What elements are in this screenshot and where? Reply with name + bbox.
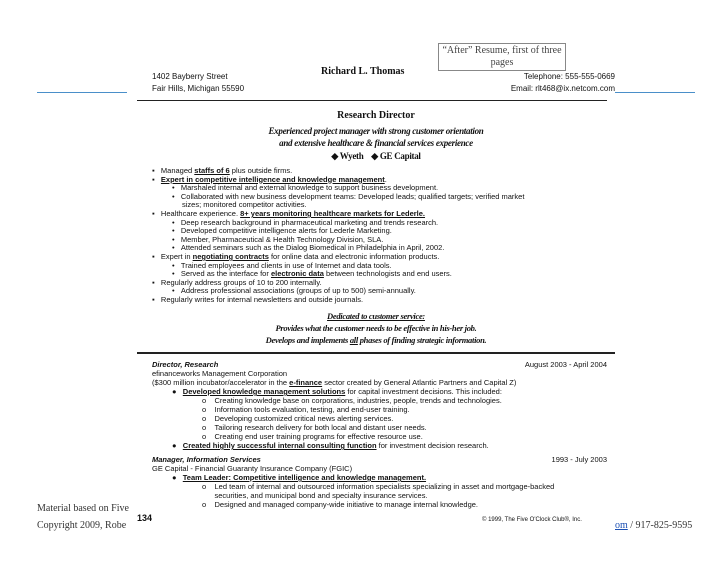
company-1: Wyeth [339,151,364,161]
bullet-icon: ● [172,473,183,482]
square-bullet-icon: ▪ [152,252,161,261]
job2-sub-list [202,482,554,509]
circle-bullet-icon: o [202,432,215,442]
tagline-1: Experienced project manager with strong customer orientation [268,126,484,136]
square-bullet-icon: ▪ [152,174,161,184]
resume-heading: Research Director [337,110,415,121]
job1-company: efinanceworks Management Corporation [152,369,288,378]
bullet-icon: • [172,183,181,193]
job1-bullet-1: ● Developed knowledge management solutions for capital investment decisions. This included: [172,387,502,396]
summary-item: • Attended seminars such as the Dialog Biomedical in Philadelphia in April, 2002. [172,243,445,253]
header-divider-right [615,92,695,93]
summary-item: • Marshaled internal and external knowledge to support business development. [172,183,439,193]
summary-item: ▪ Regularly writes for internal newsletters and outside journals. [152,295,364,304]
square-bullet-icon: ▪ [152,166,161,175]
summary-item: sizes; monitored competitor activities. [182,200,307,210]
email: Email: rlt468@ix.netcom.com [510,84,615,93]
job1-dates: August 2003 - April 2004 [524,360,607,369]
circle-bullet-icon: o [202,423,215,433]
bullet-icon: • [172,217,181,227]
resume-page [137,58,615,538]
footer-line-1: Material based on Five [37,503,129,514]
summary-item: ▪ Healthcare experience. 8+ years monitoring healthcare markets for Lederle. [152,209,426,218]
address-line-1: 1402 Bayberry Street [152,72,228,81]
square-bullet-icon: ▪ [152,277,161,287]
job2-bullet-1: ● Team Leader: Competitive intelligence and knowledge management. [172,473,427,482]
header-divider-left [37,92,127,93]
page-number: 134 [137,513,153,523]
square-bullet-icon: ▪ [152,209,161,218]
tagline-2: and extensive healthcare & financial services experience [279,138,473,148]
telephone: Telephone: 555-555-0669 [523,72,615,81]
sub-item: securities, and municipal bond and specialty insurance services. [214,491,428,501]
bullet-icon: • [172,260,181,270]
summary-item: ▪ Regularly address groups of 10 to 200 internally. [152,277,322,287]
summary-item: • Deep research background in pharmaceutical marketing and trends research. [172,217,439,227]
header-rule [137,100,607,101]
address-line-2: Fair Hills, Michigan 55590 [152,84,245,93]
summary-item: • Developed competitive intelligence alerts for Lederle Marketing. [172,226,392,236]
service-heading: Dedicated to customer service: [327,311,425,321]
job2-company: GE Capital - Financial Guaranty Insurance Company (FGIC) [152,464,353,473]
bullet-icon: • [172,234,181,244]
job1-description: ($300 million incubator/accelerator in the e-finance sector created by General Atlantic Partners and Capital Z) [152,378,517,387]
sub-item: o Designed and managed company-wide initiative to manage internal knowledge. [202,500,479,510]
job1-title: Director, Research [152,360,219,369]
job1-bullet-2: ● Created highly successful internal consulting function for investment decision research. [172,441,489,450]
summary-item: ▪ Expert in negotiating contracts for online data and electronic information products. [152,252,440,261]
summary-item: • Collaborated with new business development teams: Developed leads; qualified targets; verified market [172,191,525,201]
sub-item: o Tailoring research delivery for both local and distant user needs. [202,423,427,433]
job1-sub-list [202,396,502,441]
after-resume-callout: “After” Resume, first of three pages [438,43,566,71]
job2-dates: 1993 - July 2003 [551,455,607,464]
company-2: GE Capital [379,151,421,161]
bullet-icon: • [172,191,181,201]
summary-item: • Trained employees and clients in use of Internet and data tools. [172,260,392,270]
summary-item: • Member, Pharmaceutical & Health Technology Division, SLA. [172,234,384,244]
footer-line-2: Copyright 2009, Robe [37,520,127,531]
summary-item: ▪ Managed staffs of 6 plus outside firms. [152,166,293,175]
bullet-icon: ● [172,387,183,396]
section-rule [137,352,615,354]
footer-contact: om / 917-825-9595 [615,520,693,531]
service-line-1: Provides what the customer needs to be effective in his-her job. [275,323,477,333]
candidate-name: Richard L. Thomas [321,66,405,77]
summary-item: • Address professional associations (groups of up to 500) semi-annually. [172,286,416,296]
sub-item: o Creating knowledge base on corporations, industries, people, trends and technologies. [202,396,502,405]
sub-item: o Led team of internal and outsourced information specialists specializing in asset and mortgage-backed [202,482,555,491]
bullet-icon: • [172,243,181,253]
bullet-icon: • [172,269,181,279]
summary-item: • Served as the interface for electronic data between technologists and end users. [172,269,452,279]
sub-item: o Developing customized critical news alerting services. [202,414,394,424]
summary-list [137,166,615,306]
bullet-icon: ● [172,441,183,450]
circle-bullet-icon: o [202,396,215,405]
copyright: © 1999, The Five O'Clock Club®, Inc. [482,517,582,523]
circle-bullet-icon: o [202,405,215,415]
companies-line [137,151,615,162]
bullet-icon: • [172,286,181,296]
summary-item: ▪ Expert in competitive intelligence and knowledge management. [152,174,387,184]
diamond-icon: ◆ [331,151,340,161]
bullet-icon: • [172,226,181,236]
job2-title: Manager, Information Services [152,455,261,464]
sub-item: o Information tools evaluation, testing, and end-user training. [202,405,410,415]
square-bullet-icon: ▪ [152,295,161,304]
footer-email-link[interactable]: om [615,520,628,531]
diamond-icon: ◆ [371,151,380,161]
circle-bullet-icon: o [202,500,215,510]
service-line-2: Develops and implements all phases of finding strategic information. [265,335,487,345]
sub-item: o Creating end user training programs for effective resource use. [202,432,423,442]
circle-bullet-icon: o [202,414,215,424]
circle-bullet-icon: o [202,482,215,491]
